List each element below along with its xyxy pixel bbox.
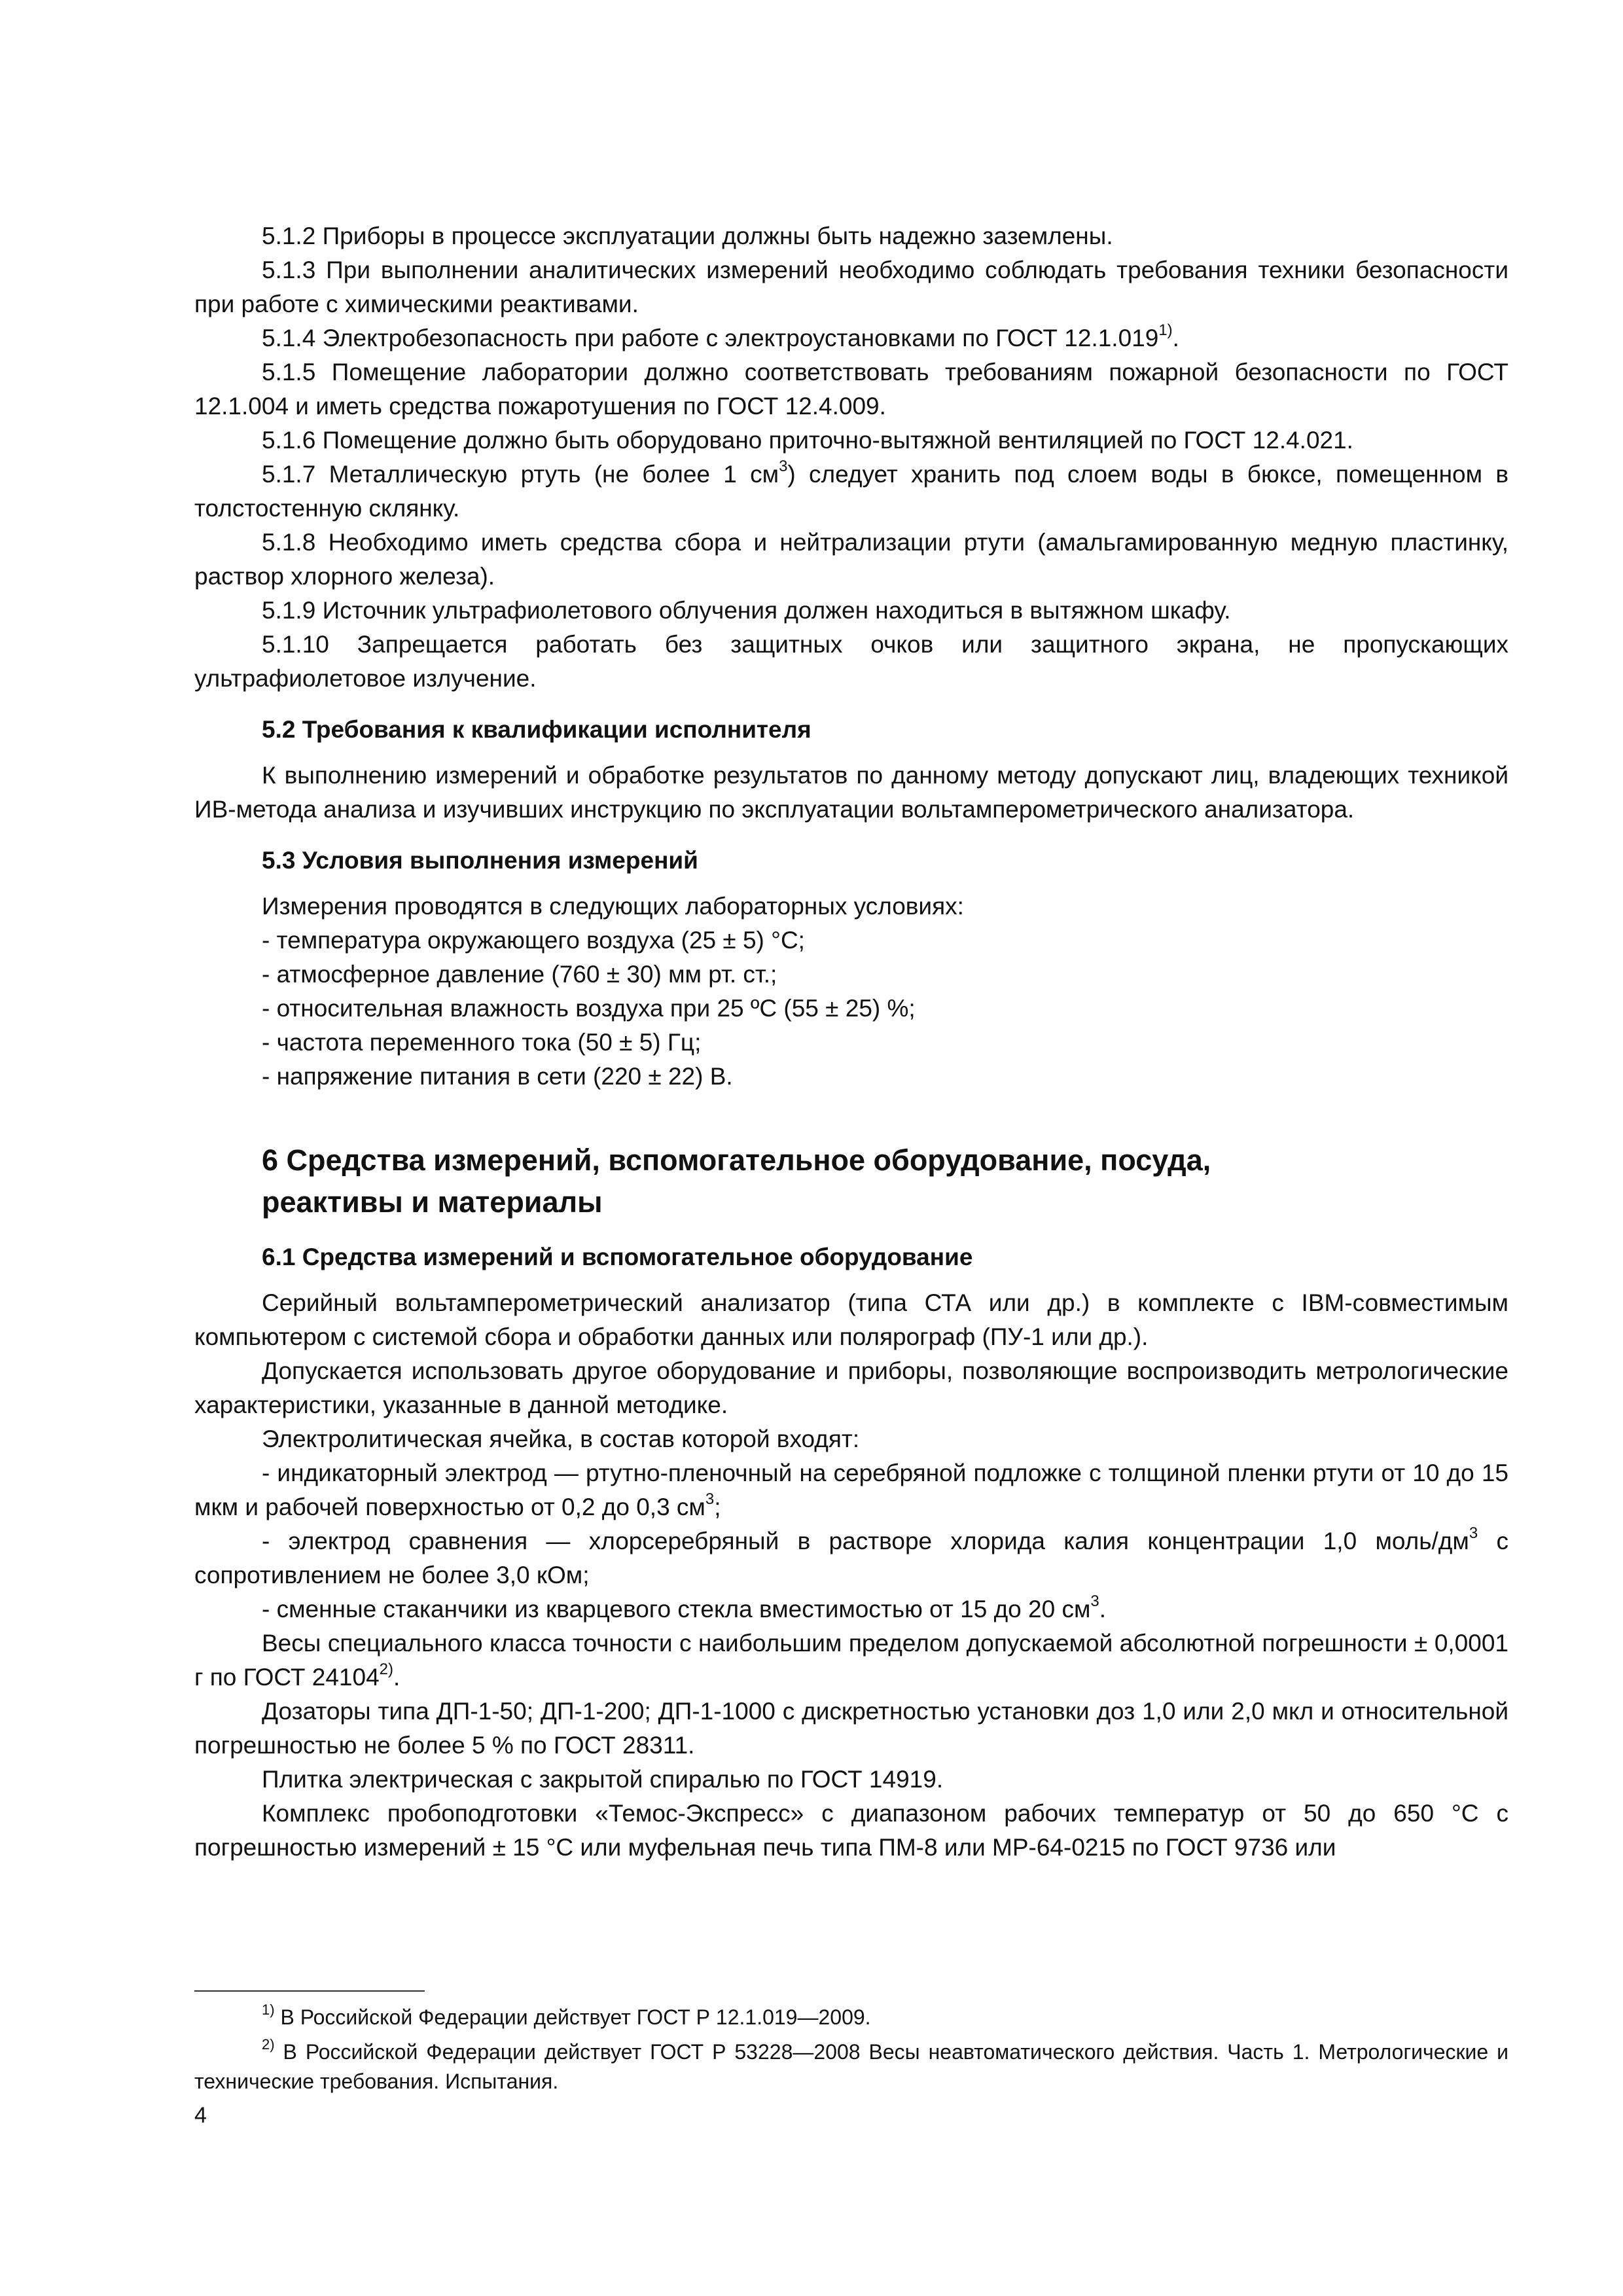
paragraph-5-1-4-end: . [1172, 325, 1179, 351]
paragraph-dosers: Дозаторы типа ДП-1-50; ДП-1-200; ДП-1-1000 с дискретностью установки доз 1,0 или 2,0 мкл и относительной погрешностью не более 5 % по ГОСТ 28311. [194, 1698, 1508, 1759]
paragraph-5-1-7-b: ) следует хранить под слоем воды в бюксе, помещенном в толстостенную склянку. [194, 461, 1508, 522]
condition-temperature: - температура окружающего воздуха (25 ± 5) °С; [262, 927, 805, 954]
paragraph-5-1-10: 5.1.10 Запрещается работать без защитных очков или защитного экрана, не пропускающих ультрафиолетовое излучение. [194, 631, 1508, 692]
footnote-1-mark: 1) [262, 2001, 275, 2018]
footnote-1-text: В Российской Федерации действует ГОСТ Р 12.1.019—2009. [274, 2005, 871, 2029]
footnote-ref-2: 2) [379, 1660, 394, 1678]
condition-pressure: - атмосферное давление (760 ± 30) мм рт. ст.; [262, 961, 777, 988]
quartz-cups-end: . [1099, 1596, 1107, 1623]
paragraph-quartz-cups [194, 1592, 1508, 1626]
heading-6-1: 6.1 Средства измерений и вспомогательное оборудование [262, 1244, 973, 1270]
footnote-2-mark: 2) [262, 2036, 275, 2053]
paragraph-5-1-3: 5.1.3 При выполнении аналитических измерений необходимо соблюдать требования техники безопасности при работе с химическими реактивами. [194, 257, 1508, 317]
indicator-electrode-text: - индикаторный электрод — ртутно-пленочный на серебряной подложке с толщиной пленки ртути от 10 до 15 мкм и рабочей поверхностью от 0,2 до 0,3 см [194, 1460, 1508, 1520]
paragraph-5-1-6: 5.1.6 Помещение должно быть оборудовано приточно-вытяжной вентиляцией по ГОСТ 12.4.021. [262, 427, 1353, 454]
paragraph-5-1-7 [194, 457, 1508, 526]
paragraph-reference-electrode [194, 1524, 1508, 1592]
paragraph-scales [194, 1626, 1508, 1695]
footnote-divider [194, 1990, 425, 1992]
paragraph-5-2: К выполнению измерений и обработке результатов по данному методу допускают лиц, владеющих техникой ИВ-метода анализа и изучивших инструкцию по эксплуатации вольтамперометрического анализатора. [194, 762, 1508, 823]
footnote-2-text: В Российской Федерации действует ГОСТ Р 53228—2008 Весы неавтоматического действия. Часть 1. Метрологические и технические требования. Испытания. [194, 2040, 1508, 2093]
superscript-3: 3 [1090, 1592, 1099, 1610]
paragraph-sample-prep-complex: Комплекс пробоподготовки «Темос-Экспресс» с диапазоном рабочих температур от 50 до 650 °С с погрешностью измерений ± 15 °С или муфельная печь типа ПМ-8 или МР-64-0215 по ГОСТ 9736 или [194, 1800, 1508, 1861]
superscript-3: 3 [705, 1490, 715, 1508]
superscript-3: 3 [1469, 1524, 1478, 1542]
paragraph-5-1-7-a: 5.1.7 Металлическую ртуть (не более 1 см [262, 461, 779, 488]
scales-end: . [393, 1664, 401, 1691]
paragraph-other-equipment: Допускается использовать другое оборудование и приборы, позволяющие воспроизводить метрологические характеристики, указанные в данной методике. [194, 1357, 1508, 1418]
heading-section-6 [194, 1139, 1508, 1223]
scales-text: Весы специального класса точности с наибольшим пределом допускаемой абсолютной погрешности ± 0,0001 г по ГОСТ 24104 [194, 1630, 1508, 1691]
paragraph-analyzer: Серийный вольтамперометрический анализатор (типа СТА или др.) в комплекте с IBM-совместимым компьютером с системой сбора и обработки данных или полярограф (ПУ-1 или др.). [194, 1289, 1508, 1350]
condition-voltage: - напряжение питания в сети (220 ± 22) В. [262, 1063, 733, 1090]
footnote-2 [194, 2037, 1508, 2096]
condition-humidity: - относительная влажность воздуха при 25 ºС (55 ± 25) %; [262, 995, 916, 1022]
indicator-electrode-end: ; [714, 1494, 721, 1520]
paragraph-5-1-9: 5.1.9 Источник ультрафиолетового облучения должен находиться в вытяжном шкафу. [262, 597, 1231, 624]
reference-electrode-end: с сопротивлением не более 3,0 кОм; [194, 1528, 1509, 1588]
footnote-1 [194, 2003, 1508, 2032]
paragraph-cell: Электролитическая ячейка, в состав которой входят: [262, 1426, 860, 1452]
condition-frequency: - частота переменного тока (50 ± 5) Гц; [262, 1029, 702, 1056]
quartz-cups-text: - сменные стаканчики из кварцевого стекла вместимостью от 15 до 20 см [262, 1596, 1091, 1623]
reference-electrode-text: - электрод сравнения — хлорсеребряный в растворе хлорида калия концентрации 1,0 моль/дм [262, 1528, 1469, 1554]
footnotes [194, 2003, 1508, 2102]
paragraph-5-1-5: 5.1.5 Помещение лаборатории должно соответствовать требованиям пожарной безопасности по ГОСТ 12.1.004 и иметь средства пожаротушения по ГОСТ 12.4.009. [194, 359, 1508, 420]
footnote-ref-1: 1) [1158, 321, 1173, 339]
paragraph-electric-stove: Плитка электрическая с закрытой спиралью по ГОСТ 14919. [262, 1766, 944, 1793]
paragraph-5-3-intro: Измерения проводятся в следующих лабораторных условиях: [262, 893, 964, 920]
heading-section-6-line-2: реактивы и материалы [262, 1185, 603, 1219]
paragraph-5-1-4 [194, 321, 1508, 355]
main-content [194, 219, 1508, 1865]
paragraph-5-1-4-text: 5.1.4 Электробезопасность при работе с электроустановками по ГОСТ 12.1.019 [262, 325, 1159, 351]
paragraph-5-1-8: 5.1.8 Необходимо иметь средства сбора и нейтрализации ртути (амальгамированную медную пластинку, раствор хлорного железа). [194, 529, 1508, 590]
heading-5-2: 5.2 Требования к квалификации исполнителя [262, 716, 812, 743]
superscript-3: 3 [779, 457, 788, 475]
paragraph-5-1-2: 5.1.2 Приборы в процессе эксплуатации должны быть надежно заземлены. [262, 223, 1113, 249]
page-number: 4 [194, 2103, 207, 2128]
heading-section-6-line-1: 6 Средства измерений, вспомогательное оборудование, посуда, [262, 1143, 1211, 1177]
paragraph-indicator-electrode [194, 1456, 1508, 1524]
heading-5-3: 5.3 Условия выполнения измерений [262, 847, 698, 874]
